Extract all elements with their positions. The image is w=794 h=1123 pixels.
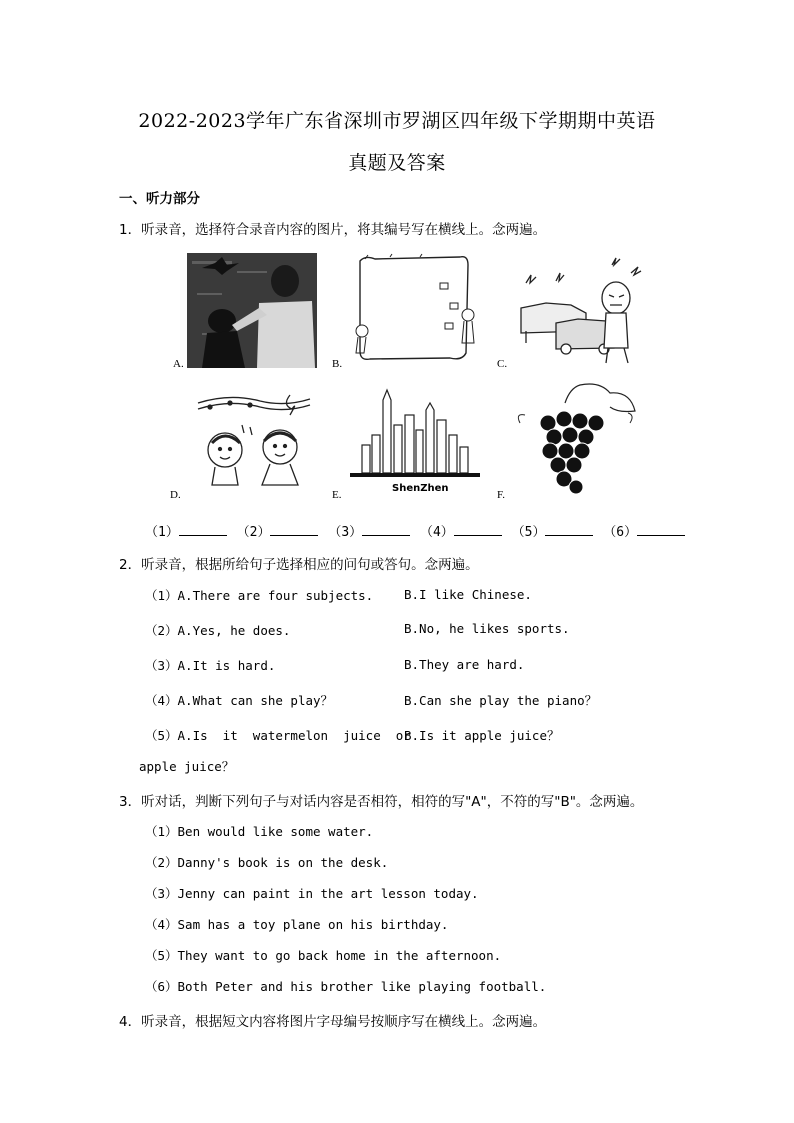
option-b: B.Can she play the piano？ bbox=[404, 693, 598, 708]
blank-number: （5） bbox=[511, 525, 546, 540]
picture-label: D. bbox=[170, 489, 181, 501]
blank-number: （3） bbox=[328, 525, 363, 540]
picture-label: F. bbox=[497, 489, 505, 501]
option-a: （3）A.It is hard. bbox=[145, 658, 276, 673]
blank-number: （6） bbox=[603, 525, 638, 540]
option-a: （4）A.What can she play？ bbox=[145, 693, 334, 708]
statement: （3）Jenny can paint in the art lesson today. bbox=[145, 886, 479, 901]
answer-blanks bbox=[145, 521, 687, 540]
answer-blank[interactable] bbox=[270, 523, 318, 536]
statement: （6）Both Peter and his brother like playing football. bbox=[145, 979, 547, 994]
question-4: 4．听录音，根据短文内容将图片字母编号按顺序写在横线上。念两遍。 bbox=[119, 1014, 547, 1030]
picture-label: A. bbox=[173, 358, 184, 370]
answer-blank[interactable] bbox=[454, 523, 502, 536]
picture-b bbox=[350, 253, 480, 372]
picture-c bbox=[516, 253, 646, 372]
picture-label: C. bbox=[497, 358, 508, 370]
question-2: 2．听录音，根据所给句子选择相应的问句或答句。念两遍。 bbox=[119, 557, 479, 573]
page-title: 2022-2023学年广东省深圳市罗湖区四年级下学期期中英语 bbox=[138, 110, 656, 132]
picture-d bbox=[190, 385, 320, 504]
picture-label: E. bbox=[332, 489, 342, 501]
option-b: B.I like Chinese. bbox=[404, 587, 532, 602]
picture-e bbox=[350, 385, 480, 489]
answer-blank[interactable] bbox=[362, 523, 410, 536]
option-b: B.No, he likes sports. bbox=[404, 621, 570, 636]
statement: （2）Danny's book is on the desk. bbox=[145, 855, 389, 870]
shenzhen-caption: ShenZhen bbox=[392, 483, 449, 494]
section-heading: 一、听力部分 bbox=[119, 191, 200, 207]
picture-label: B. bbox=[332, 358, 343, 370]
statement: （5）They want to go back home in the afternoon. bbox=[145, 948, 502, 963]
picture-f bbox=[510, 383, 640, 502]
question-1: 1．听录音，选择符合录音内容的图片，将其编号写在横线上。念两遍。 bbox=[119, 222, 547, 238]
question-3: 3．听对话，判断下列句子与对话内容是否相符，相符的写"A"，不符的写"B"。念两遍。 bbox=[119, 794, 644, 810]
option-a: （5）A.Is it watermelon juice or bbox=[145, 728, 411, 743]
option-a: （2）A.Yes, he does. bbox=[145, 623, 291, 638]
option-b: B.Is it apple juice？ bbox=[404, 728, 560, 743]
answer-blank[interactable] bbox=[545, 523, 593, 536]
blank-number: （4） bbox=[419, 525, 454, 540]
option-wrap: apple juice？ bbox=[139, 759, 235, 774]
statement: （4）Sam has a toy plane on his birthday. bbox=[145, 917, 449, 932]
answer-blank[interactable] bbox=[637, 523, 685, 536]
picture-a bbox=[187, 253, 317, 372]
page-subtitle: 真题及答案 bbox=[348, 152, 446, 174]
blank-number: （2） bbox=[236, 525, 271, 540]
option-a: （1）A.There are four subjects. bbox=[145, 588, 374, 603]
option-b: B.They are hard. bbox=[404, 657, 525, 672]
answer-blank[interactable] bbox=[179, 523, 227, 536]
blank-number: （1） bbox=[145, 525, 179, 540]
statement: （1）Ben would like some water. bbox=[145, 824, 374, 839]
